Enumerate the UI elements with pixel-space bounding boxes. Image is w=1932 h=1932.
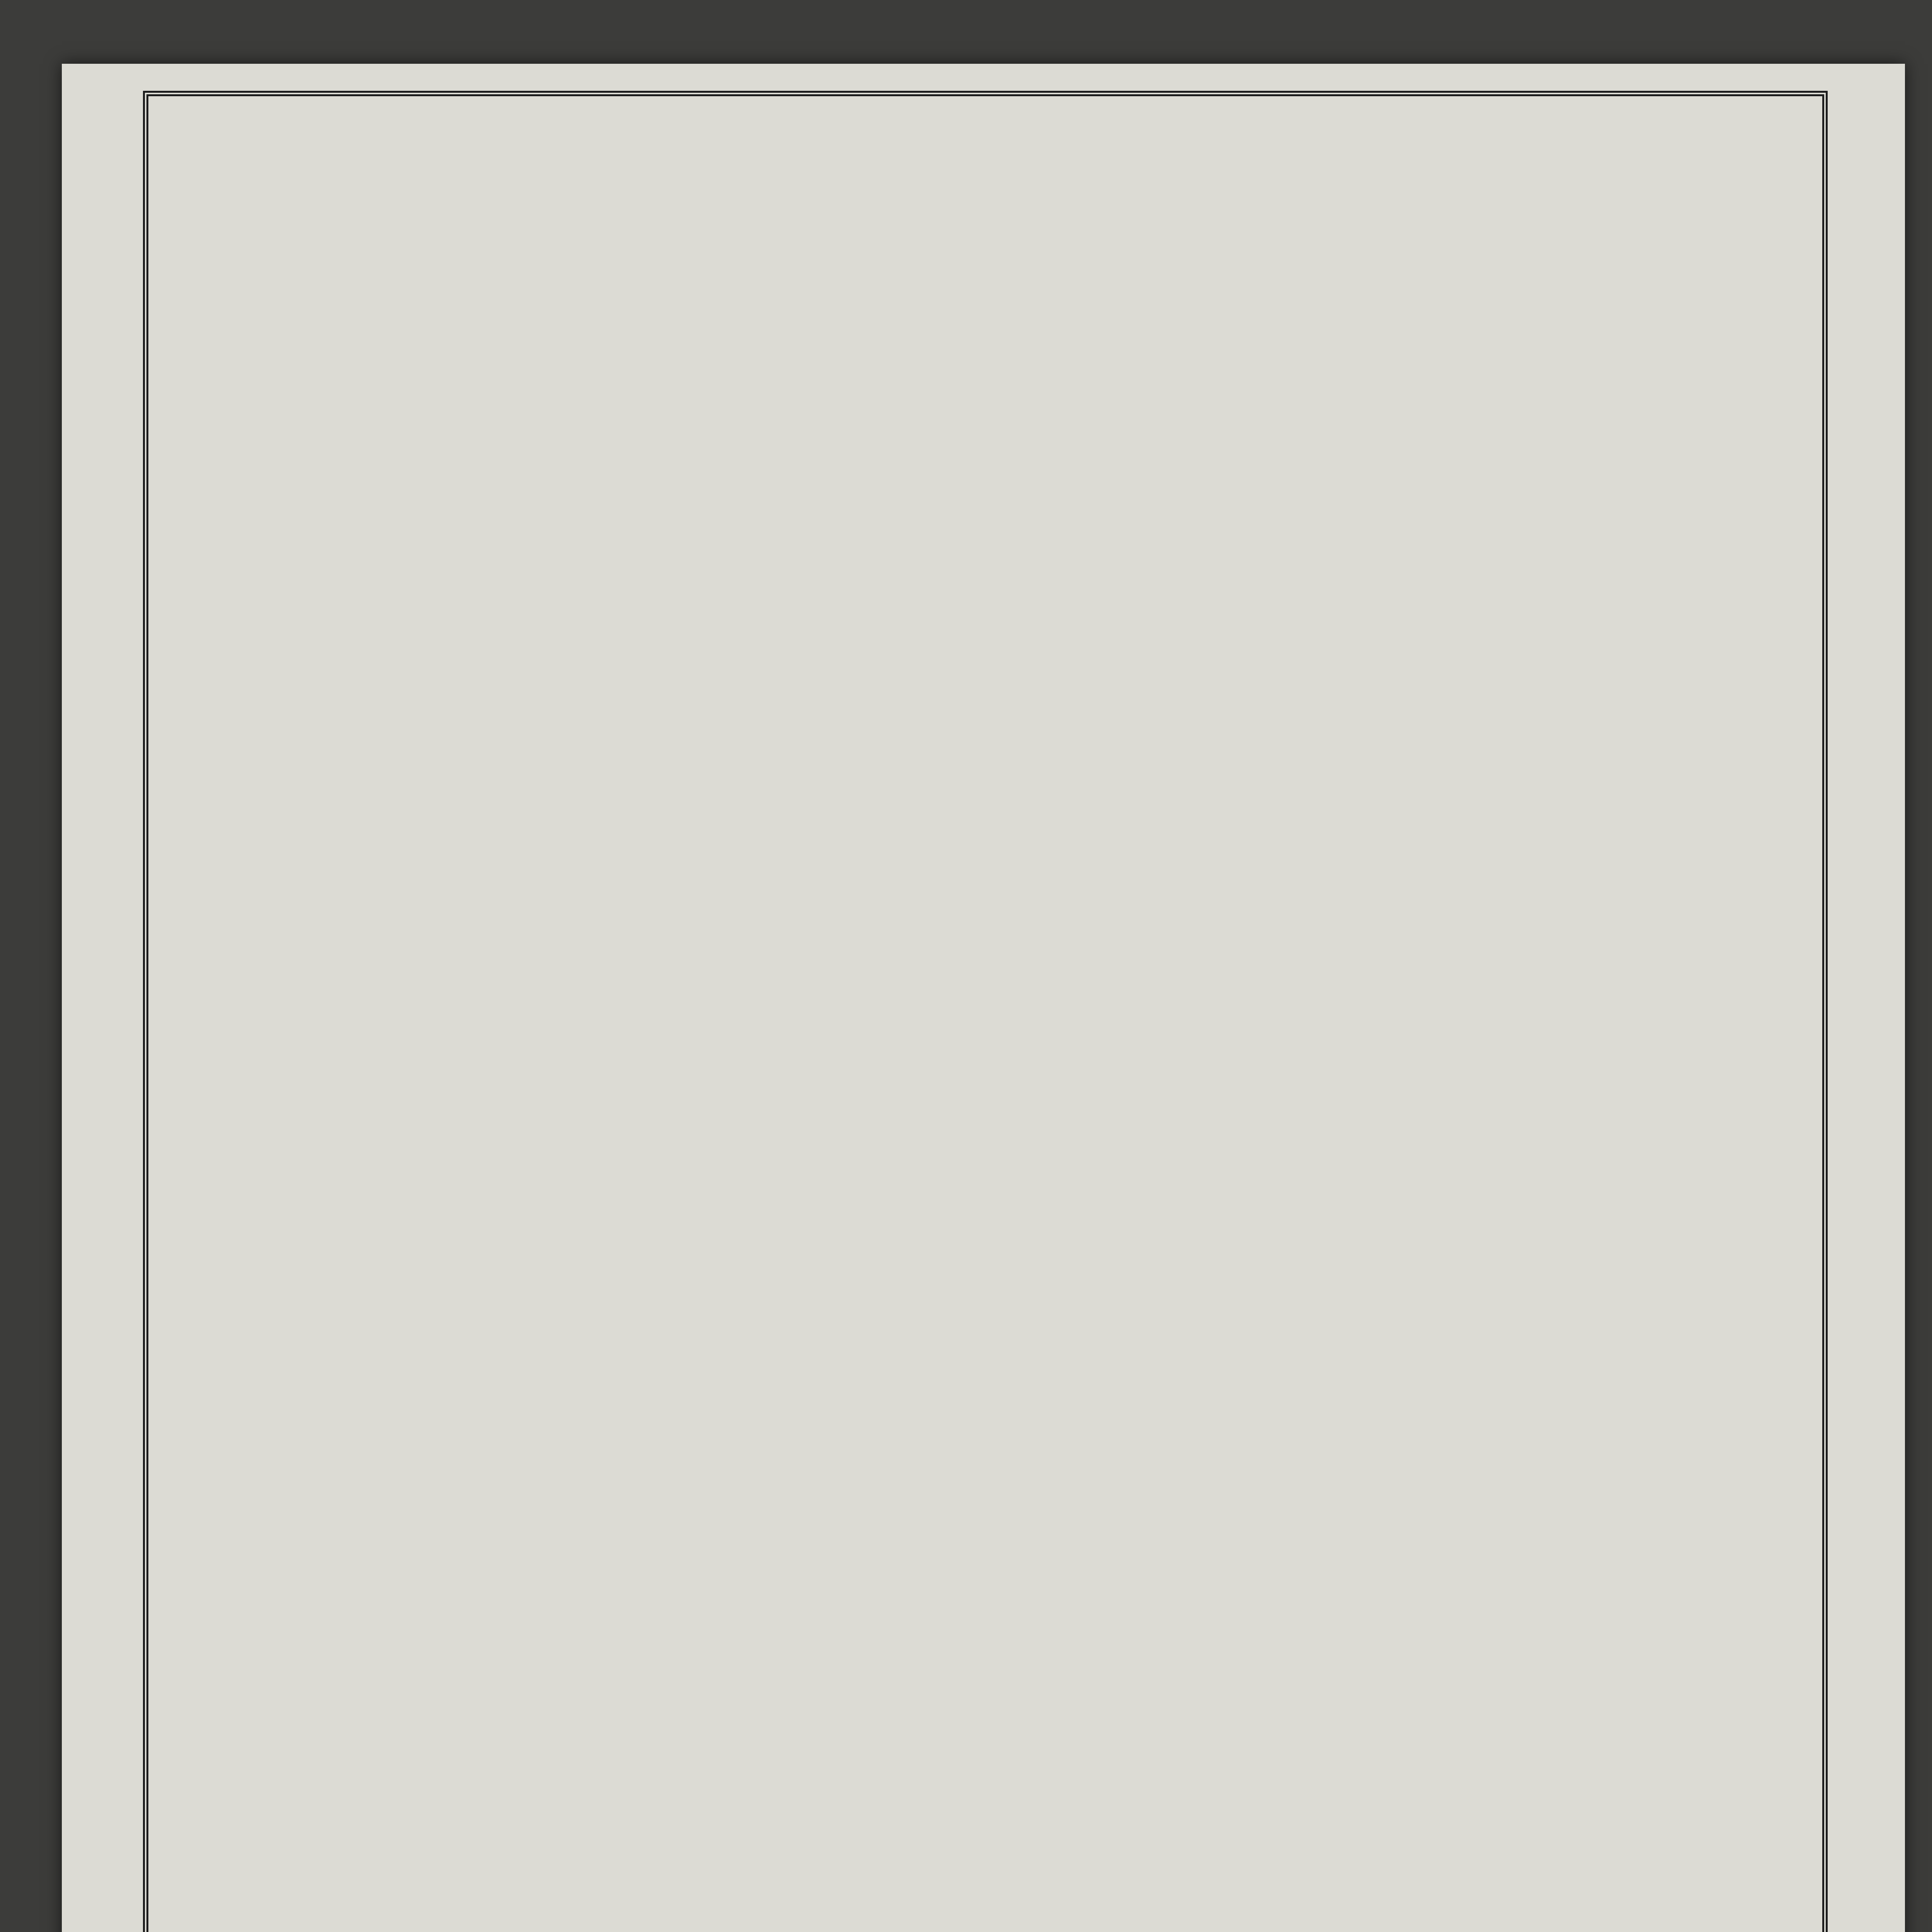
main-frame	[143, 91, 1828, 1932]
